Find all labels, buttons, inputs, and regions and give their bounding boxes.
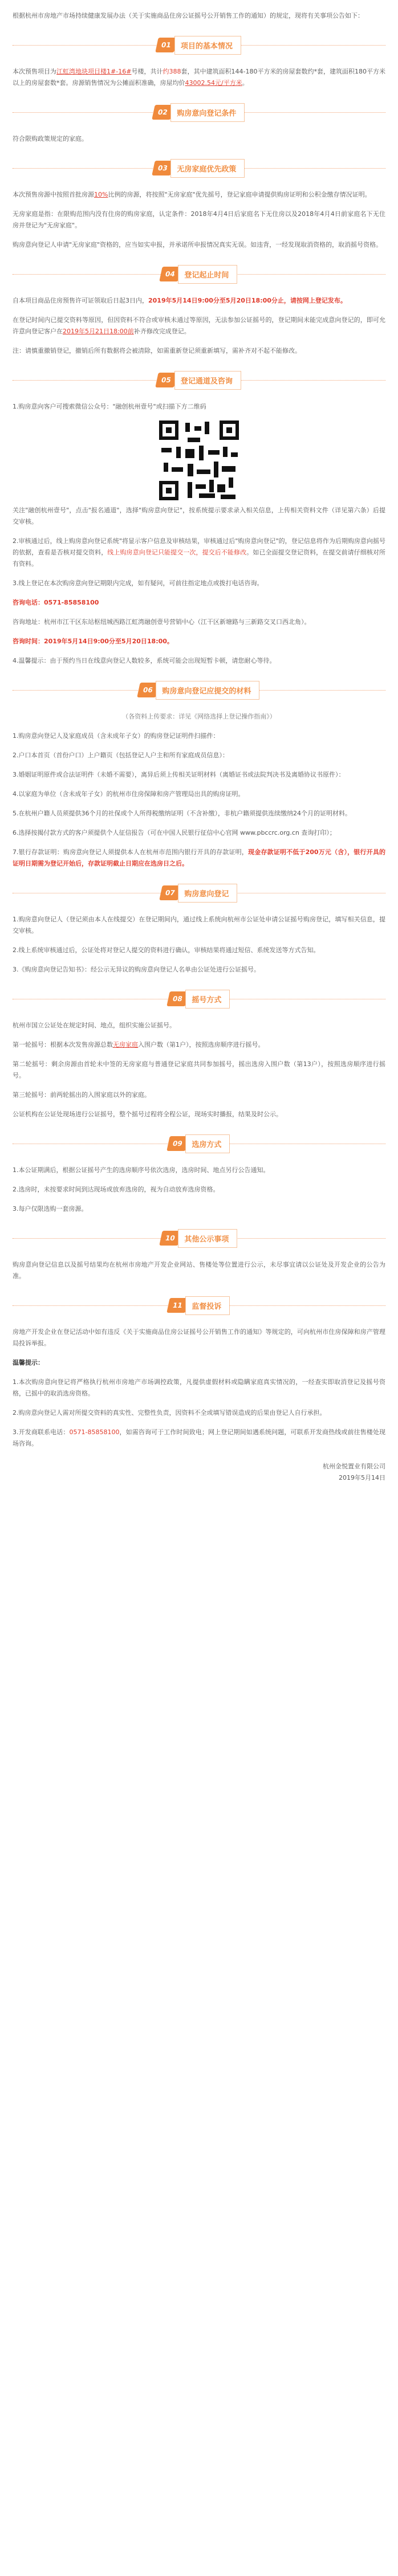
channel-step-1-detail: 关注"融创杭州壹号"，点击"报名通道"，选择"购房意向登记"，按系统提示要求录入相关信息，上传相关资料文件（详见第六条）后提交审核。 — [13, 507, 385, 525]
section-header-01 — [13, 35, 385, 55]
consult-phone: 咨询电话：0571-85858100 — [13, 599, 99, 606]
section-title: 登记起止时间 — [178, 265, 237, 284]
lottery-intro: 杭州市国立公证处在规定时间、地点，组织实施公证摇号。 — [13, 1022, 176, 1029]
consult-hours: 咨询时间：2019年5月14日9:00分至5月20日18:00。 — [13, 638, 173, 645]
lottery-notary: 公证机构在公证处现场进行公证摇号，整个摇号过程将全程公证，现场实时播报，结果及时公示。 — [13, 1111, 282, 1118]
section-title: 购房意向登记应提交的材料 — [156, 681, 259, 700]
tip-item: 1.本次购房意向登记将严格执行杭州市房地产市场调控政策，凡提供虚假材料或隐瞒家庭真实情况的，一经查实即取消登记及摇号资格，已摇中的取消选房资格。 — [13, 1378, 385, 1397]
section-number: 08 — [166, 991, 188, 1006]
section-header-11 — [13, 1296, 385, 1315]
section-header-08 — [13, 989, 385, 1009]
section-number: 09 — [166, 1136, 188, 1151]
registration-step: 1.购房意向登记人（登记须由本人在线提交）在登记期间内，通过线上系统向杭州市公证处申请公证摇号购房登记，填写相关信息，提交审核。 — [13, 916, 385, 934]
section-header-04 — [13, 264, 385, 284]
tips-title: 温馨提示： — [13, 1359, 44, 1366]
publish-date: 2019年5月14日 — [339, 1474, 385, 1481]
section-header-03 — [13, 158, 385, 178]
section-title: 监督投诉 — [185, 1296, 230, 1315]
section-number: 02 — [152, 105, 173, 120]
lottery-round-2: 第二轮摇号：剩余房源由首轮未中签的无房家庭与普通登记家庭共同参加摇号，摇出选房入围户数（第13户），按照选房顺序进行摇号。 — [13, 1060, 385, 1079]
supplement-paragraph: 在登记时间内已提交资料等原因，但因资料不符合或审核未通过等原因，无法参加公证摇号的，登记期间未能完成意向登记的，即可允许意向登记客户在2019年5月21日18:00前补齐修改完成登记。 — [13, 316, 385, 335]
lottery-round-1: 第一轮摇号：根据本次发售房源总数无房家庭入围户数（第1户），按照选房顺序进行摇号。 — [13, 1041, 265, 1048]
section-title: 项目的基本情况 — [174, 36, 241, 55]
registration-step: 3.《购房意向登记告知书》：经公示无异议的购房意向登记人名单由公证处进行公证摇号。 — [13, 966, 260, 973]
channel-tip: 4.温馨提示：由于预约当日在线意向登记人数较多，系统可能会出现短暂卡顿，请您耐心等待。 — [13, 657, 276, 664]
section-number: 07 — [159, 885, 181, 900]
section-header-06 — [13, 680, 385, 700]
section-title: 其他公示事项 — [178, 1229, 237, 1248]
channel-step-3: 3.线上登记在本次购房意向登记期限内完成，如有疑问，可前往指定地点或拨打电话咨询。 — [13, 579, 263, 587]
supervision-paragraph: 房地产开发企业在登记活动中如有违反《关于实施商品住房公证摇号公开销售工作的通知》等规定的，可向杭州市住房保障和房产管理局投诉举报。 — [13, 1328, 385, 1347]
section-number: 10 — [159, 1231, 181, 1246]
section-title: 无房家庭优先政策 — [170, 159, 245, 178]
cancel-note: 注：请慎重撤销登记，撤销后所有数据将会被清除，如需重新登记须重新填写，需补齐对不起不能修改。 — [13, 347, 301, 354]
channel-step-1: 1.购房意向客户可搜索微信公众号："融创杭州壹号"或扫描下方二维码 — [13, 403, 206, 410]
channel-step-2: 2.审核通过后，线上购房意向登记系统"将显示客户信息及审核结果，审核通过后"购房意向登记"的，登记信息将作为后期购房意向摇号的依据，查看是否核对提交资料，线上购房意向登记只能提交一次，提交后不能修改。如已全面提交登记资料，在提交前请仔细核对所有资料。 — [13, 537, 386, 568]
section-number: 04 — [159, 267, 181, 281]
tip-item: 2.购房意向登记人需对所提交资料的真实性、完整性负责，因资料不全或填写错误造成的后果由登记人自行承担。 — [13, 1409, 326, 1416]
intro-paragraph: 根据杭州市房地产市场持续健康发展办法（关于实施商品住房公证摇号公开销售工作的通知）的规定，现将有关事项公告如下： — [13, 12, 364, 19]
material-item: 6.选择按揭付款方式的客户须提供个人征信报告（可在中国人民银行征信中心官网 www.pbccrc.org.cn 查询打印）； — [13, 829, 336, 836]
section-header-07 — [13, 883, 385, 903]
selection-step: 3.每户仅限选购一套房源。 — [13, 1205, 88, 1213]
material-item: 5.在杭州户籍人员须提供36个月的社保或个人所得税缴纳证明（不含补缴），非杭户籍须提供连续缴纳24个月的证明材料。 — [13, 810, 351, 817]
section-header-02 — [13, 103, 385, 122]
section-title: 选房方式 — [185, 1134, 230, 1153]
material-item: 3.婚姻证明原件或合法证明件（未婚不需要），离异后须上传相关证明材料（离婚证书或法院判决书及离婚协议书原件）： — [13, 771, 345, 778]
registration-time-paragraph: 自本项目商品住房预售许可证领取后日起3日内，2019年5月14日9:00分至5月20日18:00分止，请按网上登记发布。 — [13, 297, 347, 304]
section-title: 登记通道及咨询 — [174, 371, 241, 390]
selection-step: 1.本公证期满后，根据公证摇号产生的选房顺序号依次选房，选房时间、地点另行公告通知。 — [13, 1166, 270, 1174]
section-header-10 — [13, 1228, 385, 1248]
project-info-paragraph: 本次预售项目为江虹湾地块项目楼1#-16#号楼，共计约388套，其中建筑面积144-180平方米的房屋套数约*套，建筑面积180平方米以上的房屋套数*套。房源销售情况为公摊面积准确，房屋均价43002.54元/平方米。 — [13, 68, 385, 87]
tip-item: 3.开发商联系电话：0571-85858100，如需咨询可于工作时间致电；网上登记期间如遇系统问题，可联系开发商热线或前往售楼处现场咨询。 — [13, 1428, 386, 1447]
eligibility-paragraph: 符合限购政策规定的家庭。 — [13, 135, 88, 142]
signature-block — [13, 1461, 385, 1484]
selection-step: 2.选房时，未按要求时间到达现场或放弃选房的，视为自动放弃选房资格。 — [13, 1186, 220, 1193]
other-notice: 购房意向登记信息以及摇号结果均在杭州市房地产开发企业网站、售楼处等位置进行公示，未尽事宜请以公证处及开发企业的公告为准。 — [13, 1261, 385, 1280]
section-header-05 — [13, 370, 385, 390]
lottery-round-3: 第三轮摇号：前两轮摇出的入围家庭以外的家庭。 — [13, 1091, 151, 1099]
priority-declaration: 购房意向登记人申请"无房家庭"资格的，应当如实申报，并承诺所申报情况真实无误。如违背，一经发现取消资格的，取消摇号资格。 — [13, 241, 383, 248]
section-number: 01 — [155, 38, 177, 52]
section-title: 摇号方式 — [185, 990, 230, 1009]
wechat-qr-code[interactable] — [159, 421, 239, 500]
section-number: 06 — [137, 683, 159, 697]
materials-subtitle: （各资料上传要求：详见《网络选择上登记操作指南》） — [122, 713, 276, 720]
material-item: 7.银行存款证明：购房意向登记人须提供本人在杭州市范围内银行开具的存款证明，现金存款证明不低于200万元（含），银行开具的证明日期需为登记开始后，存款证明截止日期应在选房日之后。 — [13, 848, 385, 867]
company-name: 杭州金悦置业有限公司 — [323, 1463, 385, 1470]
section-title: 购房意向登记 — [178, 884, 237, 903]
section-header-09 — [13, 1134, 385, 1153]
material-item: 2.户口本首页（首份户口）上户籍页（包括登记人户主和所有家庭成员信息）： — [13, 752, 229, 759]
section-number: 03 — [152, 161, 173, 175]
registration-step: 2.线上系统审核通过后，公证处将对登记人提交的资料进行确认，审核结果将通过短信、系统发送等方式告知。 — [13, 946, 320, 954]
priority-paragraph: 本次预售房源中按照首批房源10%比例的房源，将按照"无房家庭"优先摇号，登记家庭申请提供购房证明和公积金缴存情况证明。 — [13, 191, 371, 198]
section-number: 05 — [155, 373, 177, 387]
material-item: 1.购房意向登记人及家庭成员（含未成年子女）的购房登记证明件扫描件： — [13, 732, 220, 740]
priority-definition: 无房家庭是指：在限购范围内没有住房的购房家庭，认定条件：2018年4月4日后家庭名下无住房以及2018年4月4日前家庭名下无住房并登记为"无房家庭"。 — [13, 210, 385, 229]
consult-address: 咨询地址：杭州市江干区东站枢纽城西路江虹湾融创壹号营销中心（江干区新塘路与三新路交叉口西北角）。 — [13, 618, 311, 626]
section-number: 11 — [166, 1298, 188, 1313]
material-item: 4.以家庭为单位（含未成年子女）的杭州市住房保障和房产管理局出具的购房证明。 — [13, 790, 245, 798]
section-title: 购房意向登记条件 — [170, 103, 245, 122]
